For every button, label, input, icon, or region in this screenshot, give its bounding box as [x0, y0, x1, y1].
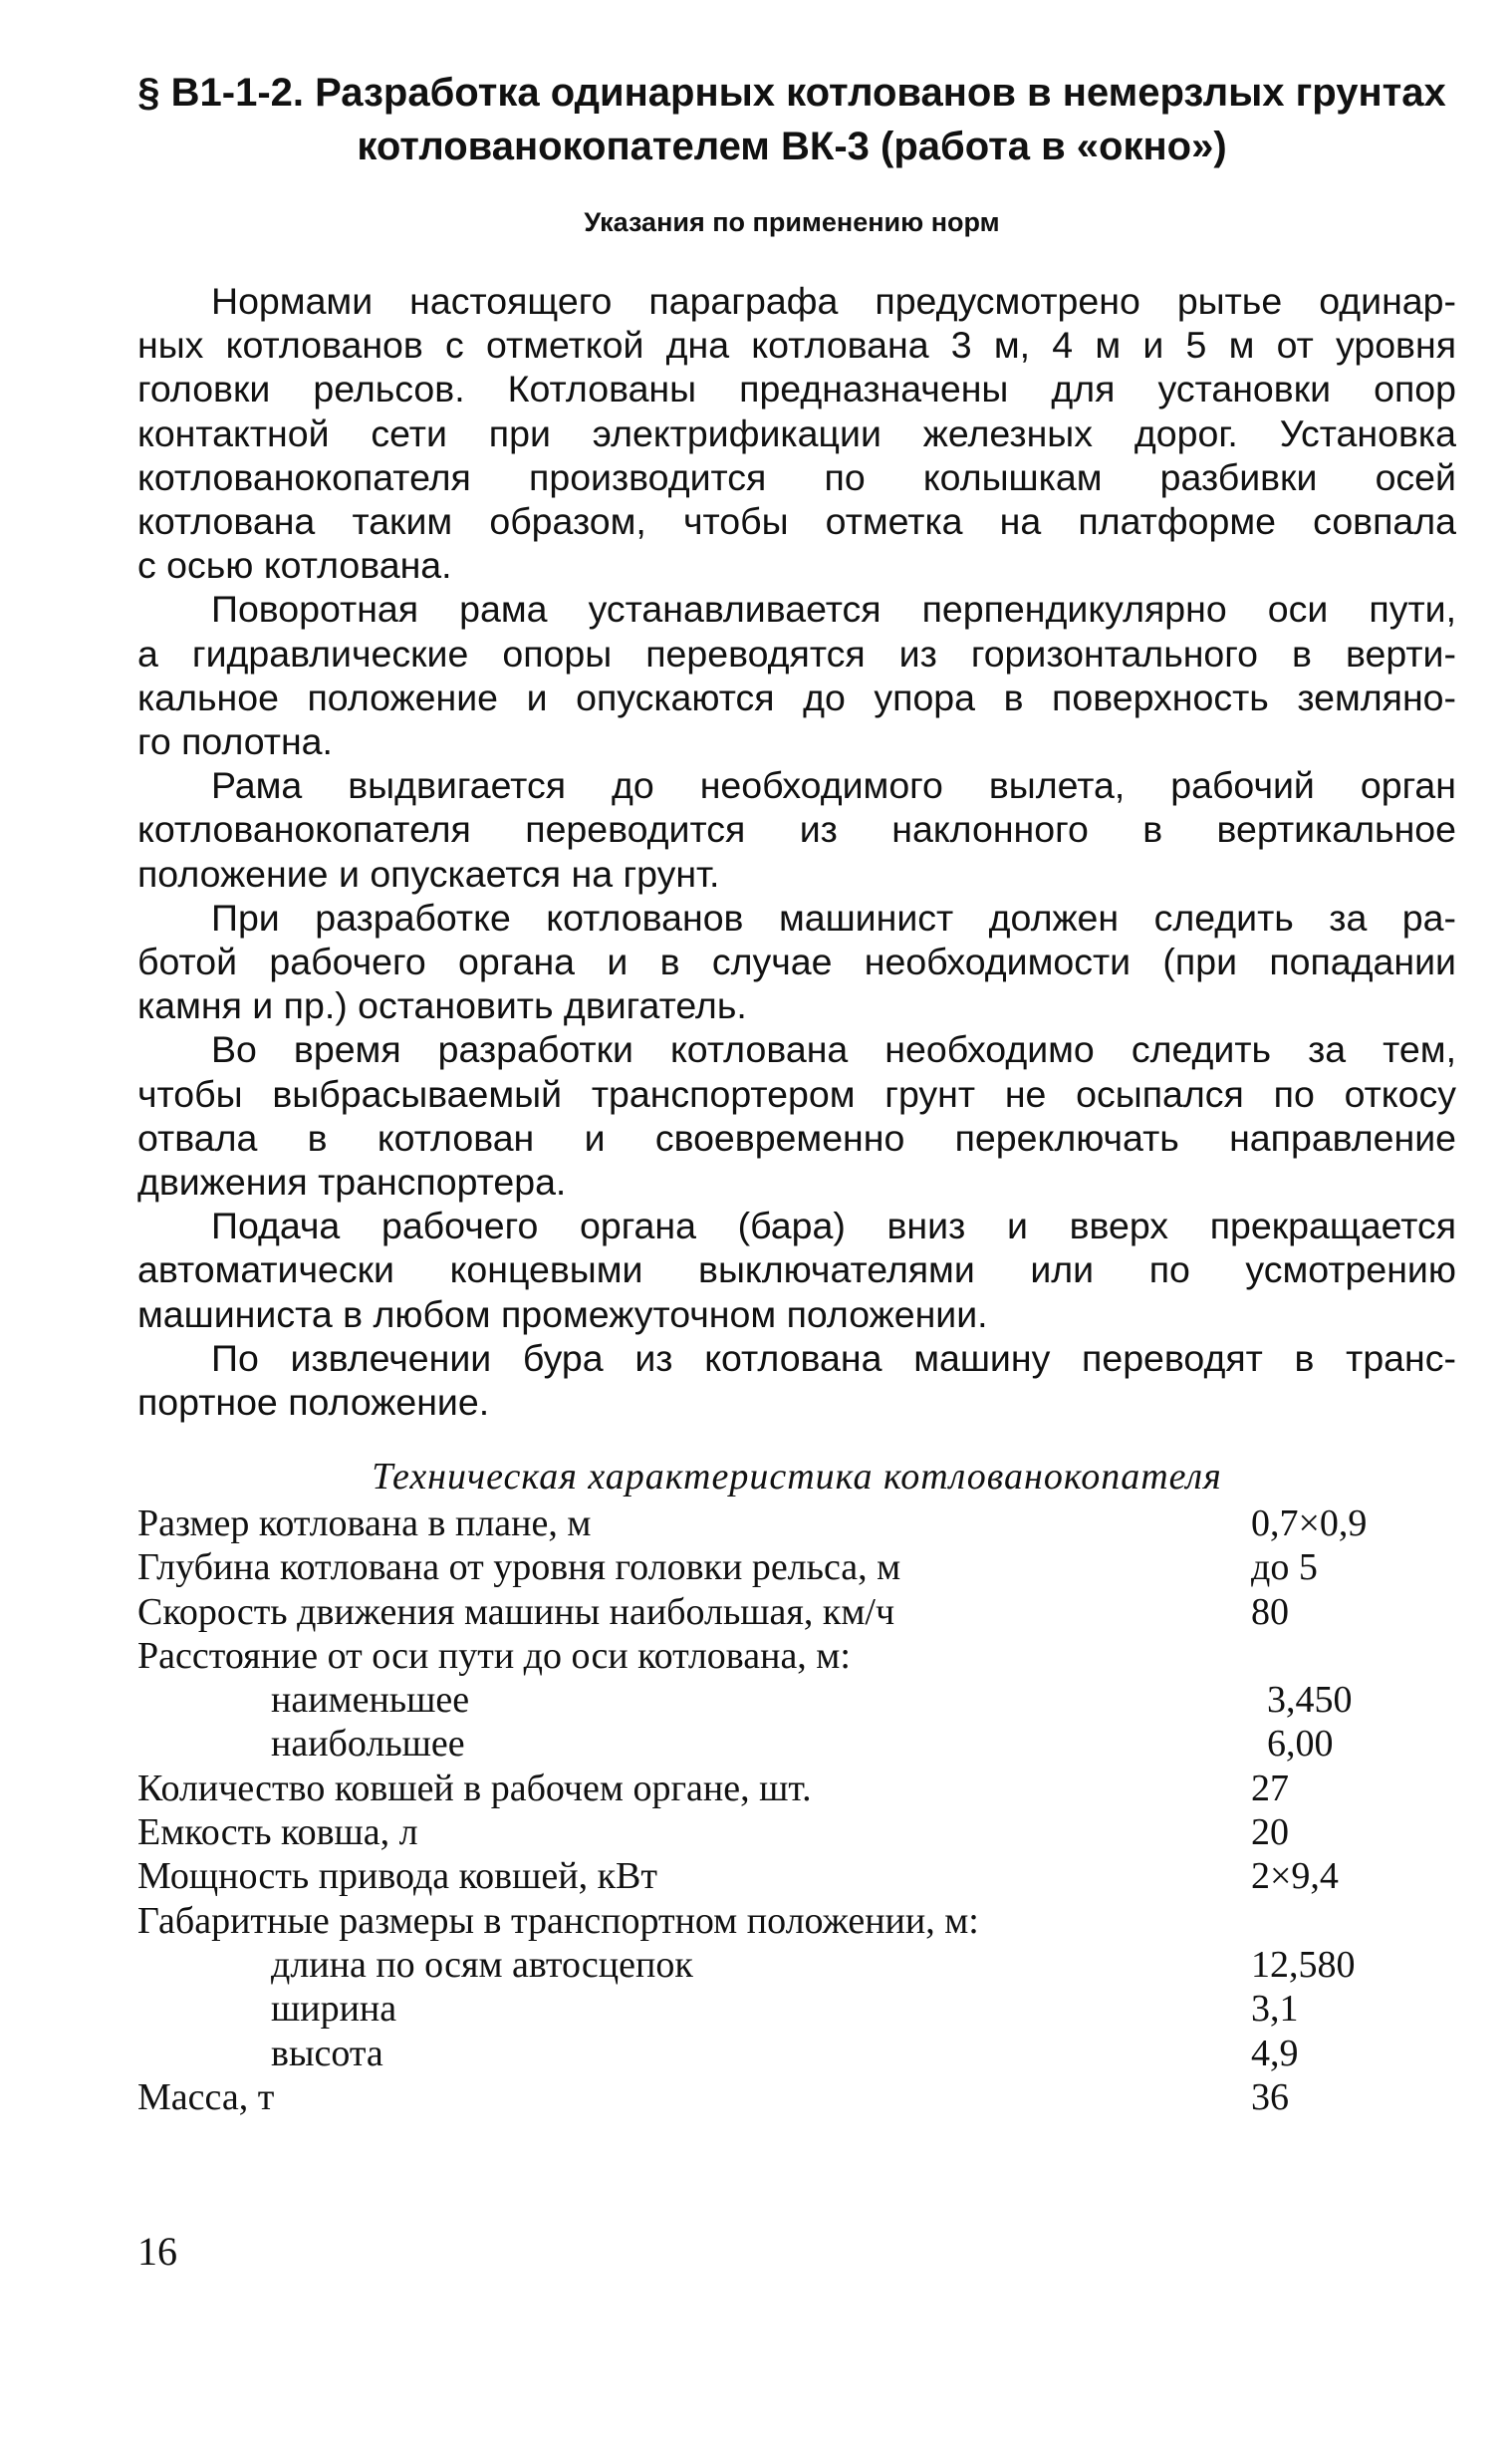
spec-label: Масса, т	[137, 2075, 275, 2118]
body-paragraph	[137, 587, 1456, 763]
section-title-line-1: § B1-1-2. Разработка одинарных котлованов в немерзлых грунтах	[137, 71, 1446, 115]
paragraph-line: движения транспортера.	[137, 1161, 567, 1204]
paragraph-line: кальное положение и опускаются до упора в поверхность земляно-	[137, 676, 1456, 718]
paragraph-line: При разработке котлованов машинист должен следить за ра-	[211, 896, 1456, 939]
spec-row	[137, 2075, 1456, 2119]
paragraph-line: котлованокопателя переводится из наклонного в вертикальное	[137, 808, 1456, 851]
paragraph-line: контактной сети при электрификации железных дорог. Установка	[137, 411, 1456, 454]
spec-row	[137, 1943, 1456, 1987]
spec-value: 3,450	[1267, 1679, 1353, 1722]
paragraph-line: По извлечении бура из котлована машину переводят в транс-	[211, 1336, 1456, 1379]
paragraph-line: Поворотная рама устанавливается перпендикулярно оси пути,	[211, 588, 1456, 631]
paragraph-line: Нормами настоящего параграфа предусмотрено рытье одинар-	[211, 280, 1456, 322]
spec-value: 36	[1251, 2075, 1289, 2118]
paragraph-line: головки рельсов. Котлованы предназначены для установки опор	[137, 368, 1456, 410]
spec-value: 27	[1251, 1767, 1289, 1809]
spec-label: наибольшее	[271, 1723, 465, 1766]
spec-label: наименьшее	[271, 1679, 470, 1722]
spec-label: Расстояние от оси пути до оси котлована, м:	[137, 1634, 851, 1677]
spec-label: высота	[271, 2032, 383, 2074]
paragraph-line: го полотна.	[137, 720, 333, 763]
spec-value: 0,7×0,9	[1251, 1502, 1368, 1544]
paragraph-line: машиниста в любом промежуточном положении.	[137, 1292, 988, 1335]
paragraph-line: Во время разработки котлована необходимо следить за тем,	[211, 1028, 1456, 1071]
spec-row	[137, 1722, 1456, 1766]
spec-value: 20	[1251, 1811, 1289, 1854]
paragraph-line: а гидравлические опоры переводятся из горизонтального в верти-	[137, 632, 1456, 675]
body-paragraph	[137, 763, 1456, 896]
spec-label: Скорость движения машины наибольшая, км/ч	[137, 1590, 895, 1633]
paragraph-line: котлованокопателя производится по колышкам разбивки осей	[137, 455, 1456, 498]
spec-row	[137, 1545, 1456, 1589]
spec-row	[137, 1590, 1456, 1634]
paragraph-line: камня и пр.) остановить двигатель.	[137, 984, 747, 1027]
spec-row	[137, 1767, 1456, 1810]
paragraph-line: ных котлованов с отметкой дна котлована 3 м, 4 м и 5 м от уровня	[137, 324, 1456, 367]
paragraph-line: с осью котлована.	[137, 544, 452, 587]
spec-value: 6,00	[1267, 1723, 1334, 1766]
spec-label: длина по осям автосцепок	[271, 1943, 693, 1986]
paragraph-line: отвала в котлован и своевременно переключать направление	[137, 1116, 1456, 1159]
paragraph-line: ботой рабочего органа и в случае необходимости (при попадании	[137, 941, 1456, 983]
paragraph-line: автоматически концевыми выключателями или по усмотрению	[137, 1248, 1456, 1291]
spec-value: 3,1	[1251, 1988, 1299, 2031]
body-paragraph	[137, 1336, 1456, 1424]
spec-label: Емкость ковша, л	[137, 1811, 418, 1854]
section-heading	[129, 66, 1454, 173]
spec-value: до 5	[1251, 1546, 1318, 1589]
paragraph-line: портное положение.	[137, 1381, 490, 1424]
section-title-line-2: котлованокопателем ВК-3 (работа в «окно»)	[357, 125, 1227, 168]
body-paragraph	[137, 279, 1456, 587]
spec-value: 80	[1251, 1590, 1289, 1633]
body-paragraph	[137, 1204, 1456, 1336]
section-subtitle: Указания по применению норм	[584, 207, 1000, 237]
spec-label: Количество ковшей в рабочем органе, шт.	[137, 1767, 812, 1809]
page-number: 16	[137, 2229, 177, 2274]
spec-label: ширина	[271, 1988, 397, 2031]
paragraph-line: положение и опускается на грунт.	[137, 852, 720, 895]
body-text	[137, 279, 1456, 1424]
body-paragraph	[137, 896, 1456, 1028]
spec-row	[137, 2032, 1456, 2075]
body-paragraph	[137, 1027, 1456, 1204]
spec-value: 2×9,4	[1251, 1855, 1339, 1898]
paragraph-line: чтобы выбрасываемый транспортером грунт не осыпался по откосу	[137, 1072, 1456, 1115]
spec-row	[137, 1987, 1456, 2031]
spec-table	[137, 1501, 1456, 2119]
spec-label: Мощность привода ковшей, кВт	[137, 1855, 657, 1898]
spec-value: 12,580	[1251, 1943, 1356, 1986]
spec-row	[137, 1899, 1456, 1943]
spec-row	[137, 1634, 1456, 1678]
paragraph-line: котлована таким образом, чтобы отметка на платформе совпала	[137, 500, 1456, 543]
spec-label: Размер котлована в плане, м	[137, 1502, 592, 1544]
spec-label: Глубина котлована от уровня головки рельса, м	[137, 1546, 901, 1589]
paragraph-line: Подача рабочего органа (бара) вниз и вверх прекращается	[211, 1205, 1456, 1247]
spec-table-title: Техническая характеристика котлованокопателя	[372, 1456, 1222, 1498]
spec-row	[137, 1678, 1456, 1722]
spec-row	[137, 1810, 1456, 1854]
spec-value: 4,9	[1251, 2032, 1299, 2074]
spec-label: Габаритные размеры в транспортном положении, м:	[137, 1899, 979, 1942]
paragraph-line: Рама выдвигается до необходимого вылета, рабочий орган	[211, 764, 1456, 807]
spec-row	[137, 1501, 1456, 1545]
spec-row	[137, 1854, 1456, 1898]
